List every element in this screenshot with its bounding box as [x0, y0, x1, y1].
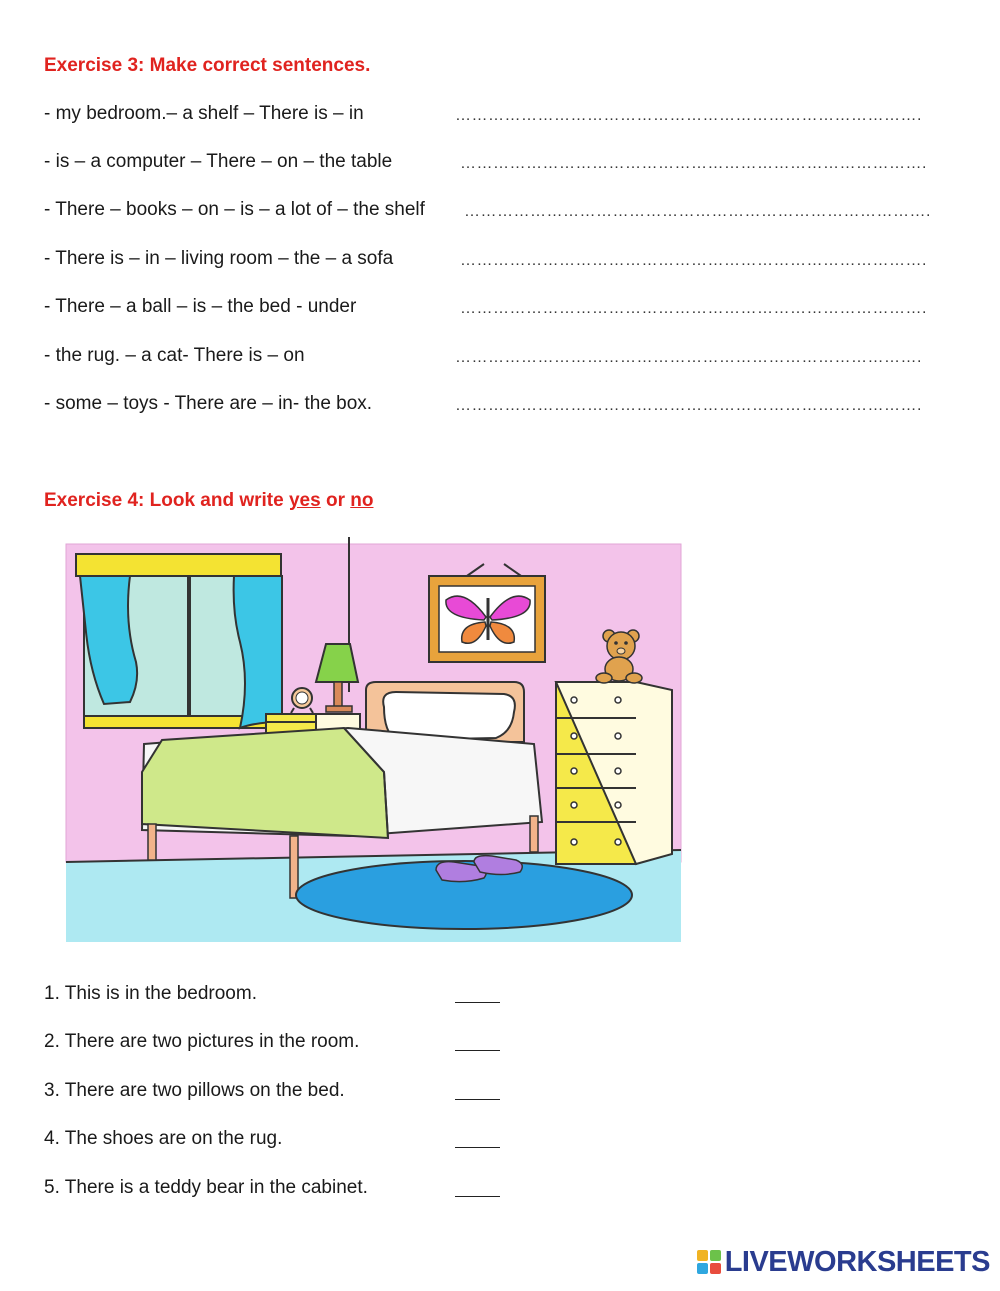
ex4-statement-1: 1. This is in the bedroom.: [44, 983, 257, 1004]
ex3-answer-line-3[interactable]: ………………………………………………………………………….: [464, 203, 931, 220]
logo-mark-icon: [697, 1250, 721, 1274]
exercise-4-title: [44, 490, 373, 512]
ex4-answer-blank-4[interactable]: [455, 1147, 500, 1148]
logo-square-4: [710, 1263, 721, 1274]
ex3-sentence-4: - There is – in – living room – the – a sofa: [44, 248, 394, 269]
ex4-answer-blank-5[interactable]: [455, 1196, 500, 1197]
ex3-answer-line-6[interactable]: ………………………………………………………………………….: [455, 349, 922, 366]
ex3-answer-line-5[interactable]: ………………………………………………………………………….: [460, 300, 927, 317]
liveworksheets-logo[interactable]: [697, 1245, 990, 1279]
exercise-3-title: Exercise 3: Make correct sentences.: [44, 55, 371, 76]
ex4-statement-4: 4. The shoes are on the rug.: [44, 1128, 283, 1149]
ex3-sentence-2: - is – a computer – There – on – the table: [44, 151, 393, 172]
dresser: [556, 682, 672, 864]
ex3-sentence-7: - some – toys - There are – in- the box.: [44, 393, 373, 414]
ex4-statement-2: 2. There are two pictures in the room.: [44, 1031, 360, 1052]
ex3-answer-line-1[interactable]: ………………………………………………………………………….: [455, 107, 922, 124]
blanket: [142, 728, 388, 838]
ex4-answer-blank-3[interactable]: [455, 1099, 500, 1100]
logo-square-1: [697, 1250, 708, 1261]
logo-text: LIVEWORKSHEETS: [724, 1245, 990, 1278]
exercise-4-no: no: [350, 490, 374, 511]
ex3-answer-line-7[interactable]: ………………………………………………………………………….: [455, 397, 922, 414]
curtain-rod: [76, 554, 281, 576]
butterfly-picture: [429, 564, 545, 662]
ex3-sentence-1: - my bedroom.– a shelf – There is – in: [44, 103, 364, 124]
bedroom-illustration: [44, 532, 694, 947]
ex3-answer-line-2[interactable]: ………………………………………………………………………….: [460, 155, 927, 172]
ex3-sentence-6: - the rug. – a cat- There is – on: [44, 345, 305, 366]
ex4-statement-5: 5. There is a teddy bear in the cabinet.: [44, 1177, 368, 1198]
exercise-4-title-prefix: Exercise 4: Look and write: [44, 490, 289, 511]
ex3-answer-line-4[interactable]: ………………………………………………………………………….: [460, 252, 927, 269]
window: [76, 554, 282, 728]
ex3-sentence-5: - There – a ball – is – the bed - under: [44, 296, 357, 317]
exercise-4-yes: yes: [288, 490, 321, 511]
logo-square-2: [710, 1250, 721, 1261]
ex4-answer-blank-1[interactable]: [455, 1002, 500, 1003]
logo-square-3: [697, 1263, 708, 1274]
exercise-4-or: or: [320, 490, 351, 511]
ex4-statement-3: 3. There are two pillows on the bed.: [44, 1080, 345, 1101]
ex3-sentence-3: - There – books – on – is – a lot of – the shelf: [44, 199, 425, 220]
ex4-answer-blank-2[interactable]: [455, 1050, 500, 1051]
